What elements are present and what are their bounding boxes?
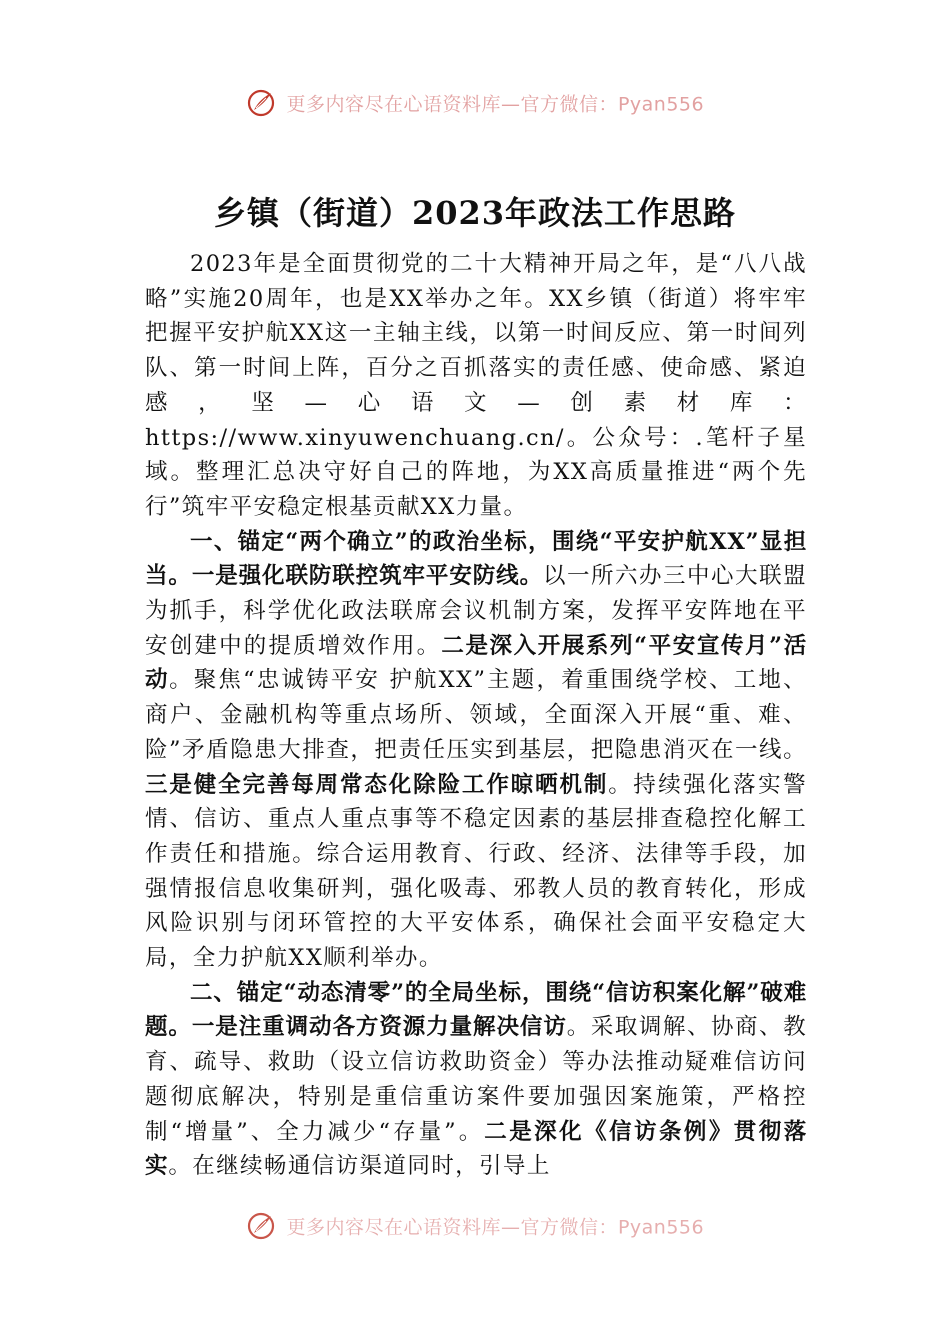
paragraph-intro (145, 247, 807, 525)
bold-run: 二、锚定“动态清零”的全局坐标，围绕“信访积案化解”破难题。一是注重调动各方资源力量解决信访 (145, 979, 807, 1041)
bold-run: 一、锚定“两个确立”的政治坐标，围绕“平安护航XX”显担当。一是强化联防联控筑牢平安防线。 (145, 528, 807, 590)
watermark-header (0, 88, 950, 118)
text-run: 。聚焦“忠诚铸平安 护航XX”主题，着重围绕学校、工地、商户、金融机构等重点场所、领域，全面深入开展“重、难、险”矛盾隐患大排查，把责任压实到基层，把隐患消灭在一线。 (145, 667, 807, 763)
document-body (145, 247, 807, 1184)
paragraph-section-one (145, 525, 807, 976)
bold-run: 三是健全完善每周常态化除险工作晾晒机制 (145, 771, 609, 798)
bold-run: 二是深化《信访条例》贯彻落实 (145, 1118, 807, 1180)
paragraph-section-two (145, 976, 807, 1184)
text-run: 以一所六办三中心大联盟为抓手，科学优化政法联席会议机制方案，发挥平安阵地在平安创建中的提质增效作用。 (145, 563, 807, 659)
document-title: 乡镇（街道）2023年政法工作思路 (213, 194, 737, 232)
text-run: 。在继续畅通信访渠道同时，引导上 (168, 1153, 551, 1180)
watermark-text: 更多内容尽在心语资料库—官方微信：Pyan556 (286, 1216, 705, 1239)
feather-logo-icon (246, 88, 276, 118)
bold-run: 二是深入开展系列“平安宣传月”活动 (145, 632, 807, 694)
text-run: 2023年是全面贯彻党的二十大精神开局之年，是“八八战略”实施20周年，也是XX举办之年。XX乡镇（街道）将牢牢把握平安护航XX这一主轴主线，以第一时间反应、第一时间列队、第一时间上阵，百分之百抓落实的责任感、使命感、紧迫感，坚—心语文—创素材库：https://www.xinyuwenchuang.cn/。公众号：.笔杆子星域。整理汇总决守好自己的阵地，为XX高质量推进“两个先行”筑牢平安稳定根基贡献XX力量。 (145, 251, 807, 520)
watermark-text: 更多内容尽在心语资料库—官方微信：Pyan556 (286, 93, 705, 116)
text-run: 。采取调解、协商、教育、疏导、救助（设立信访救助资金）等办法推动疑难信访问题彻底解决，特别是重信重访案件要加强因案施策，严格控制“增量”、全力减少“存量”。 (145, 1014, 807, 1145)
text-run: 。持续强化落实警情、信访、重点人重点事等不稳定因素的基层排查稳控化解工作责任和措施。综合运用教育、行政、经济、法律等手段，加强情报信息收集研判，强化吸毒、邪教人员的教育转化，形成风险识别与闭环管控的大平安体系，确保社会面平安稳定大局，全力护航XX顺利举办。 (145, 771, 807, 972)
watermark-footer (0, 1211, 950, 1241)
feather-logo-icon (246, 1211, 276, 1241)
